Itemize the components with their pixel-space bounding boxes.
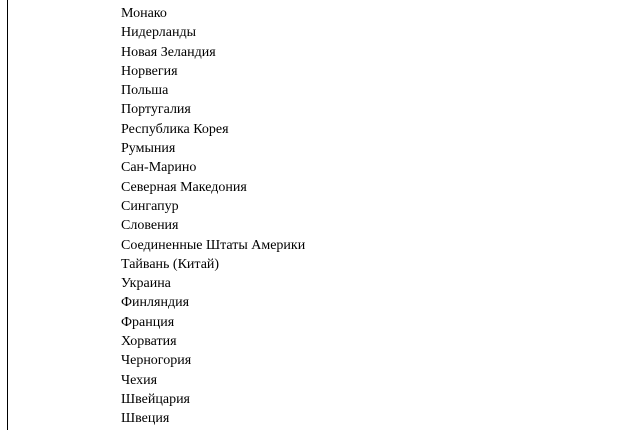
country-item: Сингапур bbox=[121, 198, 179, 214]
country-item: Польша bbox=[121, 83, 169, 99]
country-item: Франция bbox=[121, 314, 175, 330]
country-item: Северная Македония bbox=[121, 179, 247, 195]
country-item: Чехия bbox=[121, 372, 158, 388]
country-item: Украина bbox=[121, 276, 171, 292]
country-item: Хорватия bbox=[121, 334, 177, 350]
country-list bbox=[121, 4, 305, 429]
country-item: Нидерланды bbox=[121, 25, 196, 41]
country-item: Норвегия bbox=[121, 63, 178, 79]
country-item: Соединенные Штаты Америки bbox=[121, 237, 306, 253]
country-item: Словения bbox=[121, 218, 179, 234]
country-item: Швейцария bbox=[121, 391, 190, 407]
country-item: Сан-Марино bbox=[121, 160, 197, 176]
country-item: Португалия bbox=[121, 102, 191, 118]
country-item: Новая Зеландия bbox=[121, 44, 216, 60]
country-item: Финляндия bbox=[121, 295, 190, 311]
country-item: Республика Корея bbox=[121, 121, 229, 137]
country-item: Тайвань (Китай) bbox=[121, 256, 220, 272]
country-item: Швеция bbox=[121, 411, 170, 427]
country-item: Монако bbox=[121, 6, 167, 21]
country-item: Румыния bbox=[121, 141, 176, 157]
country-item: Черногория bbox=[121, 353, 192, 369]
page-left-border bbox=[7, 0, 8, 430]
